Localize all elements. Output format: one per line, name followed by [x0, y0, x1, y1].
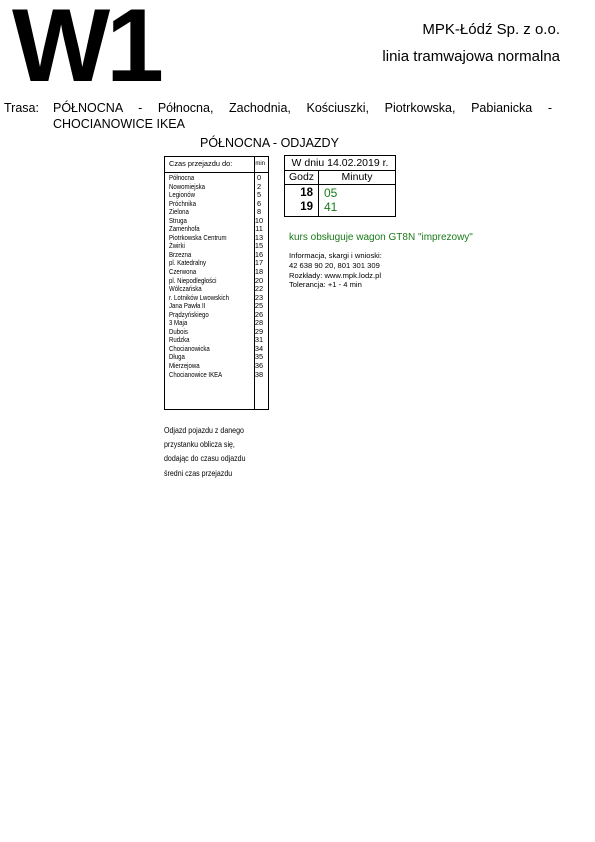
- stop-minutes: 15: [254, 241, 264, 251]
- note-line: przystanku oblicza się,: [164, 439, 235, 450]
- timetable-date: W dniu 14.02.2019 r.: [285, 156, 395, 171]
- stop-minutes: 29: [254, 326, 264, 336]
- stop-name: Północna: [169, 173, 195, 182]
- stop-name: Dubois: [169, 326, 188, 336]
- travel-time-header-min: min: [255, 161, 265, 167]
- timetable-rows: [285, 186, 395, 214]
- stop-list: [165, 174, 268, 379]
- minutes-header: Minuty: [341, 171, 373, 183]
- stop-name: Nowomiejska: [169, 181, 206, 191]
- stop-minutes: 23: [254, 292, 264, 302]
- stop-name: 3 Maja: [169, 318, 188, 328]
- stop-name: Struga: [169, 215, 187, 225]
- travel-time-header: [165, 157, 268, 173]
- route-text: PÓŁNOCNA - Północna, Zachodnia, Kościuszki, Piotrkowska, Pabianicka - CHOCIANOWICE IKEA: [53, 101, 552, 131]
- stop-minutes: 11: [255, 224, 263, 234]
- departure-hour: 19: [300, 201, 313, 213]
- stop-name: Czerwona: [169, 267, 197, 277]
- stop-minutes: 2: [256, 181, 262, 191]
- departure-minutes: 41: [324, 200, 338, 214]
- stop-name: Zielona: [169, 207, 189, 217]
- direction-title: PÓŁNOCNA - ODJAZDY: [200, 136, 339, 150]
- departure-hour: 18: [300, 187, 313, 199]
- stop-minutes: 34: [254, 343, 264, 353]
- info-line: Rozkłady: www.mpk.lodz.pl: [289, 270, 381, 280]
- timetable-column-headers: [285, 170, 395, 185]
- stop-name: Chocianowicka: [169, 343, 210, 353]
- stop-minutes: 35: [254, 352, 264, 362]
- travel-time-table: [164, 156, 269, 410]
- stop-name: Próchnika: [169, 198, 196, 208]
- line-type: linia tramwajowa normalna: [382, 48, 560, 65]
- stop-minutes: 26: [254, 309, 264, 319]
- stop-name: Legionów: [169, 190, 195, 200]
- line-number: W1: [12, 0, 160, 104]
- stop-minutes: 31: [254, 335, 264, 345]
- stop-name: Mierzejowa: [169, 361, 200, 371]
- stop-minutes: 5: [256, 190, 262, 200]
- timetable: [284, 155, 396, 217]
- note-line: Odjazd pojazdu z danego: [164, 425, 244, 435]
- stop-minutes: 25: [254, 301, 264, 311]
- stop-name: Brzezna: [169, 249, 192, 259]
- stop-minutes: 13: [254, 232, 264, 242]
- stop-name: pl. Niepodległości: [169, 275, 217, 285]
- note-line: dodając do czasu odjazdu: [164, 453, 246, 464]
- stop-minutes: 28: [254, 318, 264, 328]
- stop-row: [165, 371, 268, 380]
- stop-name: Długa: [169, 352, 185, 362]
- stop-minutes: 38: [254, 369, 264, 379]
- stop-name: Zamenhofa: [169, 224, 200, 234]
- info-block: [289, 251, 382, 290]
- stop-name: pl. Katedralny: [169, 258, 207, 268]
- stop-name: Żwirki: [169, 241, 185, 251]
- stop-name: Chocianowice IKEA: [169, 369, 223, 379]
- route-label: Trasa:: [4, 101, 39, 115]
- stop-minutes: 16: [254, 249, 264, 259]
- info-line: Tolerancja: +1 - 4 min: [289, 280, 362, 290]
- stop-name: Rudzka: [169, 335, 190, 345]
- hour-header: Godz: [288, 171, 315, 183]
- stop-minutes: 20: [254, 275, 264, 285]
- info-line: Informacja, skargi i wnioski:: [289, 251, 382, 260]
- stop-name: r. Lotników Lwowskich: [169, 292, 229, 302]
- stop-minutes: 17: [254, 258, 264, 268]
- note-line: średni czas przejazdu: [164, 467, 233, 478]
- stop-minutes: 8: [256, 207, 262, 217]
- stop-minutes: 10: [254, 215, 264, 225]
- stop-minutes: 22: [254, 284, 264, 294]
- route-section: [4, 100, 552, 132]
- stop-minutes: 36: [254, 361, 264, 371]
- stop-name: Piotrkowska Centrum: [169, 232, 227, 242]
- departure-minutes: 05: [324, 186, 338, 200]
- timetable-row: [285, 200, 395, 214]
- stop-minutes: 6: [256, 198, 262, 208]
- stop-name: Wólczańska: [169, 284, 202, 294]
- travel-time-note: [164, 423, 274, 480]
- stop-name: Prądzyńskiego: [169, 309, 209, 319]
- stop-name: Jana Pawła II: [169, 301, 206, 311]
- info-line: 42 638 90 20, 801 301 309: [289, 260, 380, 270]
- travel-time-header-label: Czas przejazdu do:: [169, 159, 233, 168]
- company-name: MPK-Łódź Sp. z o.o.: [422, 21, 560, 38]
- stop-minutes: 0: [256, 173, 262, 182]
- wagon-note: kurs obsługuje wagon GT8N "imprezowy": [289, 232, 473, 243]
- stop-minutes: 18: [254, 267, 264, 277]
- timetable-row: [285, 186, 395, 200]
